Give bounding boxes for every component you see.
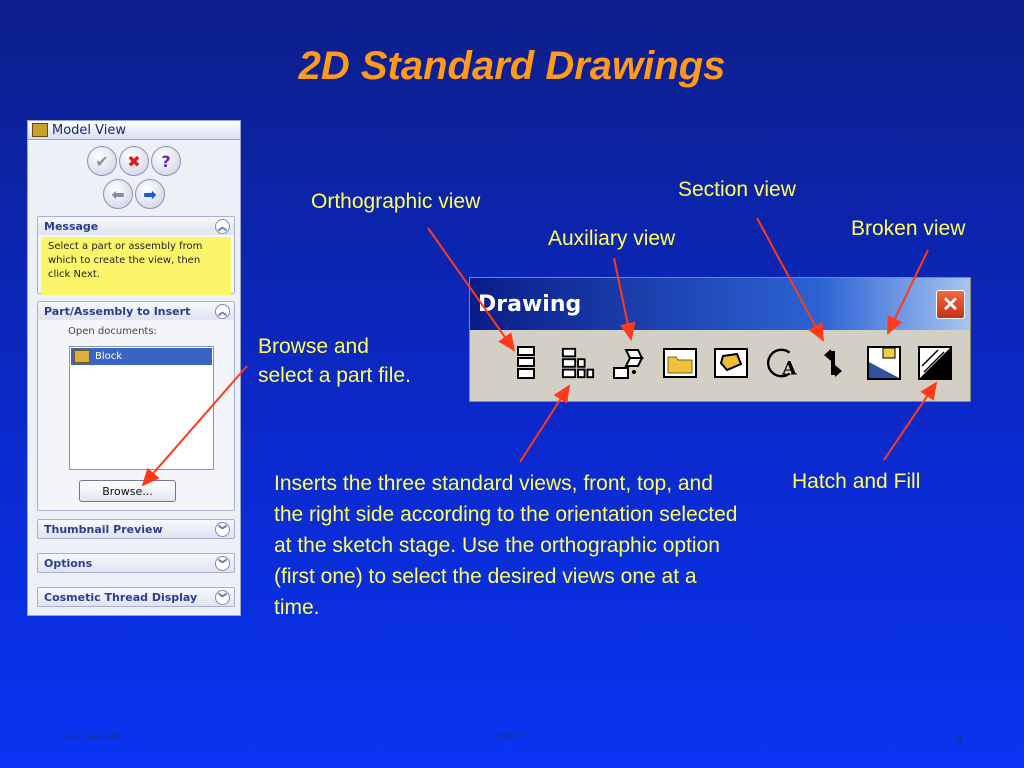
message-header-label: Message: [44, 219, 99, 233]
page-number: 9: [955, 732, 962, 746]
part-assembly-header-label: Part/Assembly to Insert: [44, 304, 191, 318]
chevron-up-icon[interactable]: ︽: [215, 219, 230, 234]
hatch-arrow: [884, 383, 936, 460]
footer-course: PDM 1: [494, 732, 525, 743]
question-icon: ?: [161, 151, 171, 171]
hatch-fill-label: Hatch and Fill: [792, 470, 921, 493]
message-text: Select a part or assembly from which to create the view, then click Next.: [41, 237, 231, 295]
inserts-arrow: [520, 386, 569, 462]
chevron-down-icon[interactable]: ︾: [215, 590, 230, 605]
checkmark-icon: ✔: [95, 151, 109, 171]
thumbnail-preview-label: Thumbnail Preview: [44, 522, 163, 536]
svg-text:A: A: [782, 357, 797, 380]
back-arrow-icon: ⬅: [111, 184, 125, 204]
inserts-description: Inserts the three standard views, front, top, and the right side according to the orientation selected at the sketch stage. Use the orthographic option (first one) to select the desired views one at a time.: [274, 472, 738, 619]
section-view-label: Section view: [678, 178, 796, 201]
x-icon: ✖: [127, 151, 141, 171]
options-label: Options: [44, 556, 93, 570]
close-icon: ✕: [942, 293, 959, 316]
auxiliary-view-label: Auxiliary view: [548, 227, 676, 250]
browse-arrow: [143, 366, 247, 485]
section-arrow: [757, 218, 823, 340]
chevron-down-icon[interactable]: ︾: [215, 556, 230, 571]
next-arrow-icon: ➡: [143, 184, 157, 204]
chevron-up-icon[interactable]: ︽: [215, 304, 230, 319]
open-documents-label: Open documents:: [68, 326, 157, 337]
drawing-toolbar-title: Drawing: [478, 291, 582, 317]
browse-label-line2: select a part file.: [258, 364, 411, 387]
orthographic-arrow: [428, 228, 514, 350]
auxiliary-arrow: [614, 258, 631, 339]
model-view-title: Model View: [52, 122, 127, 138]
broken-view-label: Broken view: [851, 217, 966, 240]
document-name: Block: [95, 351, 123, 362]
browse-label: [258, 332, 411, 390]
footer-author: Ken Youssefi: [62, 732, 120, 743]
orthographic-view-label: Orthographic view: [311, 190, 481, 213]
cosmetic-thread-label: Cosmetic Thread Display: [44, 590, 198, 604]
chevron-down-icon[interactable]: ︾: [215, 522, 230, 537]
browse-label-line1: Browse and: [258, 335, 369, 358]
slide-title: 2D Standard Drawings: [298, 44, 726, 88]
browse-button[interactable]: Browse...: [79, 480, 176, 502]
broken-arrow: [888, 250, 928, 333]
